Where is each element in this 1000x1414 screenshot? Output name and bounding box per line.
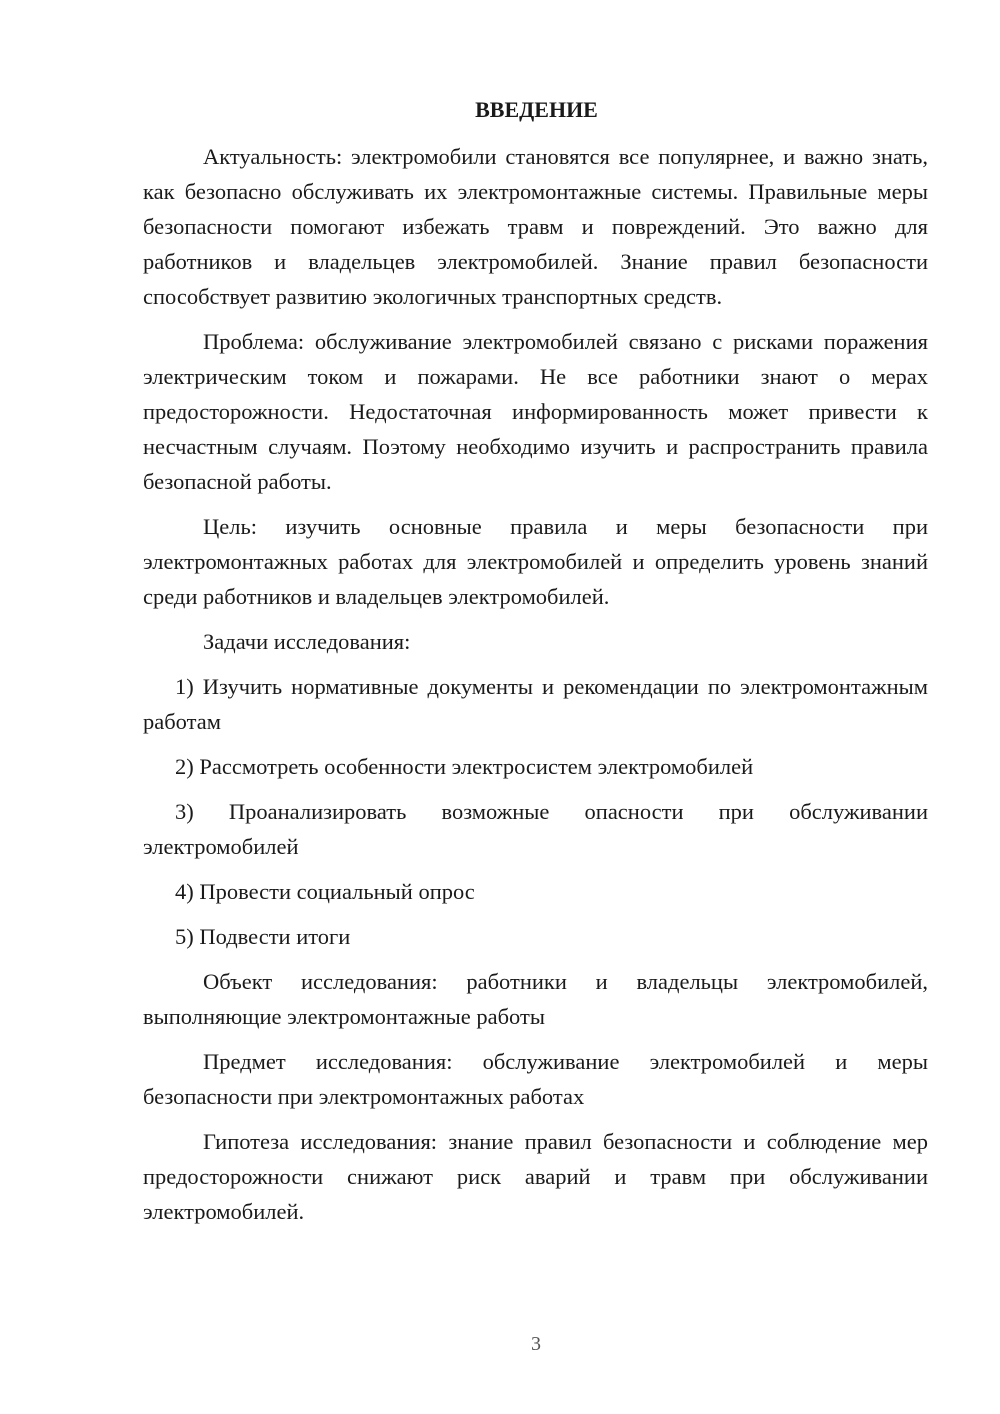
task-item: 4) Провести социальный опрос xyxy=(175,879,475,904)
paragraph-tasks-intro: Задачи исследования: xyxy=(203,629,411,654)
paragraph-subject: Предмет исследования: обслуживание электромобилей и меры безопасности при электромонтажных работах xyxy=(143,1049,928,1109)
paragraph-hypothesis: Гипотеза исследования: знание правил безопасности и соблюдение мер предосторожности снижают риск аварий и травм при обслуживании электромобилей. xyxy=(143,1129,928,1224)
section-heading: ВВЕДЕНИЕ xyxy=(475,97,598,122)
paragraph-problem: Проблема: обслуживание электромобилей связано с рисками поражения электрическим током и пожарами. Не все работники знают о мерах предосторожности. Недостаточная информированность может привести к несчастным случаям. Поэтому необходимо изучить и распространить правила безопасной работы. xyxy=(143,329,928,494)
paragraph-relevance: Актуальность: электромобили становятся все популярнее, и важно знать, как безопасно обслуживать их электромонтажные системы. Правильные меры безопасности помогают избежать травм и повреждений. Это важно для работников и владельцев электромобилей. Знание правил безопасности способствует развитию экологичных транспортных средств. xyxy=(143,144,928,309)
task-item: 1) Изучить нормативные документы и рекомендации по электромонтажным работам xyxy=(143,674,928,734)
task-item: 2) Рассмотреть особенности электросистем электромобилей xyxy=(175,754,754,779)
document-body xyxy=(143,95,928,1239)
paragraph-goal: Цель: изучить основные правила и меры безопасности при электромонтажных работах для электромобилей и определить уровень знаний среди работников и владельцев электромобилей. xyxy=(143,514,928,609)
page-number: 3 xyxy=(531,1333,541,1355)
task-item: 5) Подвести итоги xyxy=(175,924,351,949)
paragraph-object: Объект исследования: работники и владельцы электромобилей, выполняющие электромонтажные работы xyxy=(143,969,928,1029)
task-item: 3) Проанализировать возможные опасности при обслуживании электромобилей xyxy=(143,799,928,859)
